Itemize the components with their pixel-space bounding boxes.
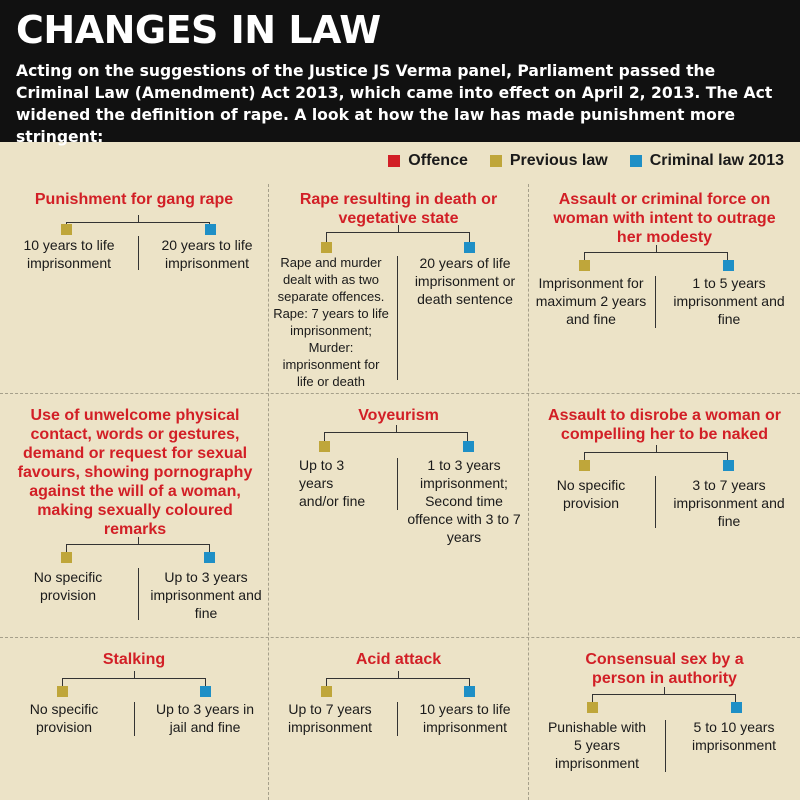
column-divider bbox=[665, 720, 666, 772]
legend-criminal-label: Criminal law 2013 bbox=[649, 152, 784, 169]
column-divider bbox=[397, 256, 398, 380]
column-divider bbox=[655, 476, 656, 528]
comparison-bracket bbox=[584, 252, 728, 264]
criminal-law-marker bbox=[204, 552, 215, 563]
previous-law-text: Imprisonment for maximum 2 years and fine bbox=[535, 275, 647, 327]
cell-authority bbox=[529, 638, 800, 800]
criminal-law-marker bbox=[463, 441, 474, 452]
previous-law-text: No specific provision bbox=[556, 477, 626, 511]
criminal-law-marker bbox=[723, 460, 734, 471]
criminal-law-marker bbox=[200, 686, 211, 697]
offence-swatch bbox=[388, 155, 400, 167]
previous-law-marker bbox=[321, 686, 332, 697]
criminal-law-text: 3 to 7 years imprisonment and fine bbox=[673, 477, 785, 529]
header-band bbox=[0, 0, 800, 146]
comparison-bracket bbox=[584, 452, 728, 464]
previous-law-text: 10 years to life imprisonment bbox=[23, 237, 115, 271]
criminal-law-marker bbox=[464, 686, 475, 697]
previous-law-text: Rape and murder dealt with as two separate offences. Rape: 7 years to life imprisonment; Murder: imprisonment for life or death bbox=[273, 255, 389, 389]
criminal-law-text: 20 years to life imprisonment bbox=[161, 237, 253, 271]
offence-title: Voyeurism bbox=[358, 407, 439, 424]
criminal-law-text: 10 years to life imprisonment bbox=[419, 701, 511, 735]
cell-stalking bbox=[0, 638, 268, 800]
previous-law-marker bbox=[61, 552, 72, 563]
legend-previous-label: Previous law bbox=[509, 152, 608, 169]
offence-title: Consensual sex by a person in authority bbox=[585, 651, 744, 687]
cell-acid-attack bbox=[269, 638, 528, 800]
criminal-law-text: 20 years of life imprisonment or death sentence bbox=[414, 255, 516, 307]
previous-law-text: Punishable with 5 years imprisonment bbox=[547, 719, 647, 771]
previous-law-marker bbox=[579, 260, 590, 271]
criminal-law-text: Up to 3 years in jail and fine bbox=[155, 701, 255, 735]
criminal-law-text: Up to 3 years imprisonment and fine bbox=[150, 569, 262, 621]
cell-rape-death bbox=[269, 184, 528, 393]
offence-title: Use of unwelcome physical contact, words or gestures, demand or request for sexual favours, showing pornography against the will of a woman, making sexually coloured remarks bbox=[17, 407, 253, 538]
offence-title: Punishment for gang rape bbox=[34, 191, 234, 208]
comparison-bracket bbox=[324, 432, 468, 444]
column-divider bbox=[397, 702, 398, 736]
comparison-bracket bbox=[66, 222, 210, 234]
previous-law-marker bbox=[587, 702, 598, 713]
cell-disrobe bbox=[529, 394, 800, 637]
previous-law-marker bbox=[321, 242, 332, 253]
legend-offence-label: Offence bbox=[408, 152, 468, 169]
criminal-law-text: 1 to 3 years imprisonment; Second time offence with 3 to 7 years bbox=[407, 457, 521, 545]
offence-title: Assault to disrobe a woman or compelling her to be naked bbox=[548, 407, 781, 443]
page-title: CHANGES IN LAW bbox=[16, 8, 381, 52]
cell-voyeurism bbox=[269, 394, 528, 637]
previous-law-swatch bbox=[490, 155, 502, 167]
column-divider bbox=[397, 458, 398, 510]
comparison-bracket bbox=[326, 232, 470, 244]
previous-law-marker bbox=[319, 441, 330, 452]
comparison-bracket bbox=[592, 694, 736, 706]
cell-gang-rape bbox=[0, 184, 268, 393]
offence-title: Stalking bbox=[102, 651, 166, 668]
comparison-bracket bbox=[62, 678, 206, 690]
comparison-bracket bbox=[66, 544, 210, 556]
criminal-law-marker bbox=[731, 702, 742, 713]
offence-title: Rape resulting in death or vegetative state bbox=[299, 191, 498, 227]
column-divider bbox=[655, 276, 656, 328]
offence-title: Acid attack bbox=[355, 651, 442, 668]
criminal-law-swatch bbox=[630, 155, 642, 167]
previous-law-text: No specific provision bbox=[33, 569, 103, 603]
previous-law-marker bbox=[57, 686, 68, 697]
previous-law-marker bbox=[61, 224, 72, 235]
criminal-law-marker bbox=[723, 260, 734, 271]
previous-law-text: No specific provision bbox=[29, 701, 99, 735]
column-divider bbox=[138, 568, 139, 620]
column-divider bbox=[138, 236, 139, 270]
criminal-law-text: 5 to 10 years imprisonment bbox=[691, 719, 777, 753]
legend-criminal bbox=[630, 152, 784, 170]
legend bbox=[388, 152, 784, 170]
previous-law-marker bbox=[579, 460, 590, 471]
cell-unwelcome-contact bbox=[0, 394, 268, 637]
comparison-bracket bbox=[326, 678, 470, 690]
legend-previous bbox=[490, 152, 608, 170]
previous-law-text: Up to 7 years imprisonment bbox=[287, 701, 373, 735]
intro-text: Acting on the suggestions of the Justice JS Verma panel, Parliament passed the Criminal Law (Amendment) Act 2013, which came into effect on April 2, 2013. The Act widened the definition of rape. A look at how the law has made punishment more stringent: bbox=[16, 62, 773, 146]
offence-title: Assault or criminal force on woman with intent to outrage her modesty bbox=[553, 191, 776, 246]
previous-law-text: Up to 3 years and/or fine bbox=[299, 457, 366, 509]
criminal-law-marker bbox=[205, 224, 216, 235]
criminal-law-marker bbox=[464, 242, 475, 253]
column-divider bbox=[134, 702, 135, 736]
cell-assault-modesty bbox=[529, 184, 800, 393]
criminal-law-text: 1 to 5 years imprisonment and fine bbox=[673, 275, 785, 327]
legend-offence bbox=[388, 152, 468, 170]
